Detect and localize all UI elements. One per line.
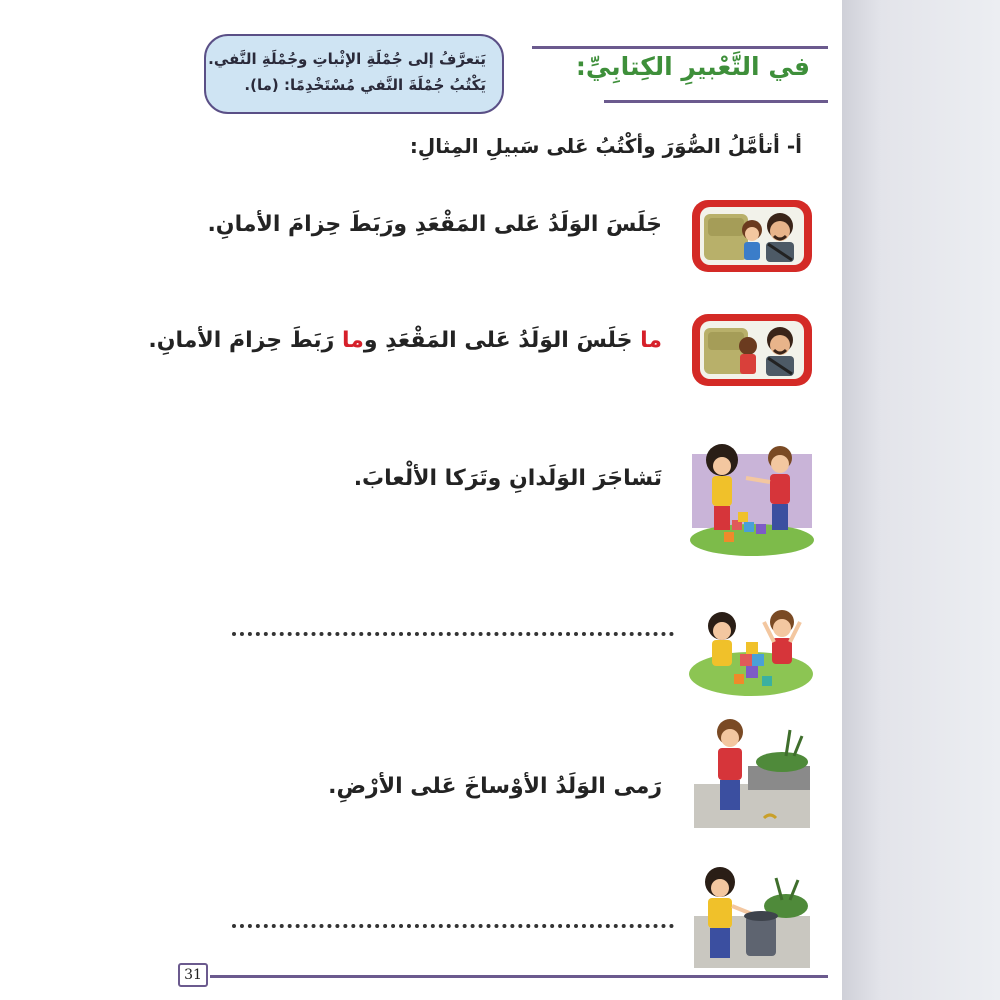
negation-word-1: ما <box>640 328 662 353</box>
page-number: 31 <box>178 963 208 987</box>
negation-word-2: ما <box>341 328 364 353</box>
boy-litter-illustration <box>690 712 814 830</box>
example-sentence-5: رَمى الوَلَدُ الأوْساخَ عَلى الأرْضِ. <box>328 774 662 799</box>
objective-line-1: يَتعرَّفُ إلى جُمْلَةِ الإثْباتِ وجُمْلَةِ النَّفي. <box>208 50 486 68</box>
boys-quarrel-toys-illustration <box>688 436 816 558</box>
answer-line-2[interactable] <box>232 924 674 928</box>
header-rule <box>532 46 828 49</box>
answer-line-1[interactable] <box>232 632 674 636</box>
example-sentence-1: جَلَسَ الوَلَدُ عَلى المَقْعَدِ ورَبَطَ حِزامَ الأمانِ. <box>207 212 662 237</box>
negated-sentence-part-2: رَبَطَ حِزامَ الأمانِ. <box>148 328 342 353</box>
page-edge <box>842 0 1000 1000</box>
boys-play-blocks-illustration <box>686 600 816 700</box>
boy-trash-bin-illustration <box>690 860 814 970</box>
negated-sentence <box>148 328 662 353</box>
negated-sentence-part-1: جَلَسَ الوَلَدُ عَلى المَقْعَدِ و <box>363 328 641 353</box>
instruction: أ- أتأمَّلُ الصُّوَرَ وأكْتُبُ عَلى سَبيلِ المِثالِ: <box>409 134 802 158</box>
objective-line-2: يَكْتُبُ جُمْلَةَ النَّفي مُسْتَخْدِمًا: (ما). <box>244 76 486 94</box>
objectives-box <box>204 34 504 114</box>
title-rule <box>604 100 828 103</box>
car-boy-no-seatbelt-illustration <box>690 312 814 388</box>
example-sentence-3: تَشاجَرَ الوَلَدانِ وتَرَكا الألْعابَ. <box>353 466 662 491</box>
footer-rule <box>210 975 828 978</box>
car-boy-seatbelt-illustration <box>690 198 814 274</box>
section-title: في التَّعْبيرِ الكِتابِيِّ: <box>575 52 810 81</box>
